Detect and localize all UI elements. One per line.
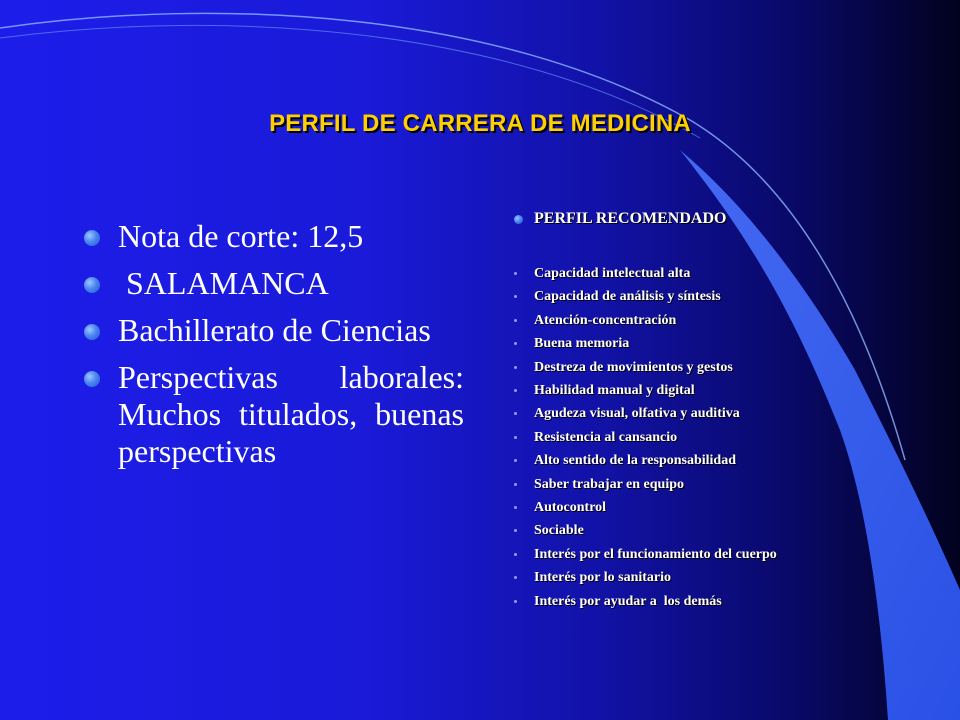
- bullet-icon: [514, 459, 517, 462]
- list-item: Capacidad de análisis y síntesis: [514, 285, 874, 308]
- bullet-icon: [84, 324, 100, 340]
- list-item: Habilidad manual y digital: [514, 379, 874, 402]
- list-item: Alto sentido de la responsabilidad: [514, 449, 874, 472]
- list-item: SALAMANCA: [84, 265, 464, 302]
- profile-heading: PERFIL RECOMENDADO: [514, 210, 726, 228]
- list-item: Atención-concentración: [514, 309, 874, 332]
- bullet-icon: [514, 553, 517, 556]
- bullet-icon: [84, 230, 100, 246]
- bullet-icon: [514, 215, 523, 224]
- bullet-icon: [514, 366, 517, 369]
- list-item: Bachillerato de Ciencias: [84, 312, 464, 349]
- bullet-icon: [514, 412, 517, 415]
- bullet-icon: [84, 371, 100, 387]
- bullet-icon: [514, 529, 517, 532]
- list-item: Buena memoria: [514, 332, 874, 355]
- bullet-icon: [514, 389, 517, 392]
- list-item: Resistencia al cansancio: [514, 426, 874, 449]
- list-item: Interés por el funcionamiento del cuerpo: [514, 543, 874, 566]
- bullet-icon: [514, 483, 517, 486]
- bullet-icon: [514, 319, 517, 322]
- list-item: Saber trabajar en equipo: [514, 473, 874, 496]
- list-item: Agudeza visual, olfativa y auditiva: [514, 402, 874, 425]
- list-item: Sociable: [514, 519, 874, 542]
- list-item: Perspectivas laborales: Muchos titulados, buenas perspectivas: [84, 359, 464, 470]
- bullet-icon: [84, 277, 100, 293]
- list-item: Autocontrol: [514, 496, 874, 519]
- profile-traits-list: [514, 262, 874, 613]
- list-item: Interés por lo sanitario: [514, 566, 874, 589]
- bullet-icon: [514, 506, 517, 509]
- slide-title: PERFIL DE CARRERA DE MEDICINA: [269, 110, 691, 137]
- list-item: Destreza de movimientos y gestos: [514, 356, 874, 379]
- bullet-icon: [514, 436, 517, 439]
- list-item: Nota de corte: 12,5: [84, 218, 464, 255]
- list-item: Capacidad intelectual alta: [514, 262, 874, 285]
- bullet-icon: [514, 295, 517, 298]
- list-item: Interés por ayudar a los demás: [514, 590, 874, 613]
- bullet-icon: [514, 576, 517, 579]
- bullet-icon: [514, 600, 517, 603]
- bullet-icon: [514, 272, 517, 275]
- bullet-icon: [514, 342, 517, 345]
- main-bullet-list: [84, 218, 464, 480]
